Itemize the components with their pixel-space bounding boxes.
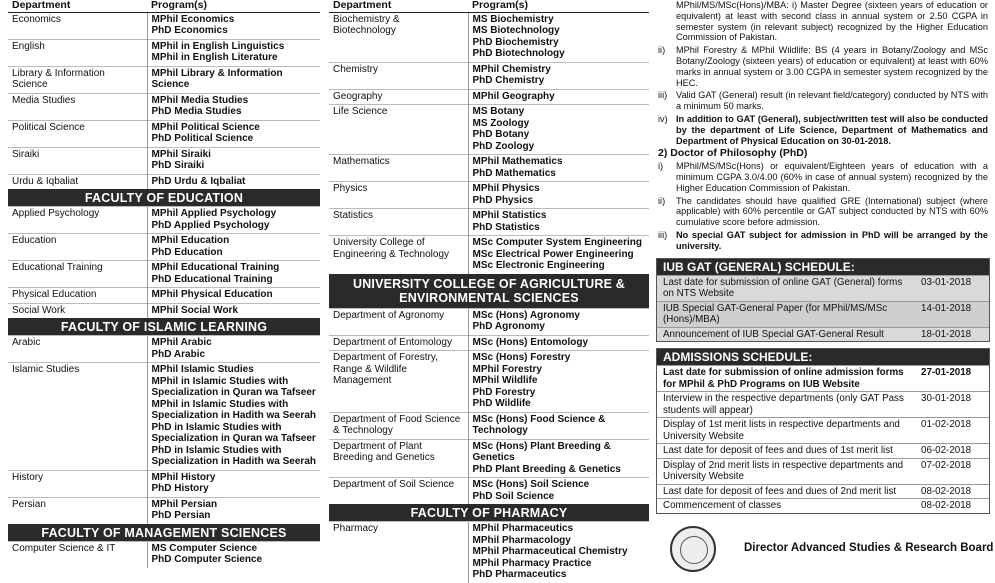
- schedule-event: Interview in the respective departments (only GAT Pass students will appear): [663, 393, 904, 416]
- program-list: [147, 66, 320, 93]
- item-number: iii): [658, 90, 668, 101]
- eligibility-item: [658, 196, 988, 228]
- program-name: PhD Urdu & Iqbaliat: [151, 175, 246, 187]
- item-number: [658, 0, 676, 43]
- phd-eligibility-list: [658, 161, 988, 251]
- department-name: Department of Entomology: [329, 335, 468, 351]
- program-name: MSc (Hons) Plant Breeding & Genetics: [472, 440, 611, 463]
- department-name: Social Work: [8, 303, 147, 318]
- program-list: [468, 439, 649, 478]
- table-row: [8, 363, 320, 471]
- program-list: [147, 120, 320, 147]
- table-row: [329, 308, 649, 335]
- program-list: [147, 93, 320, 120]
- faculty-education-heading: FACULTY OF EDUCATION: [8, 189, 320, 206]
- department-name: Library & Information Science: [8, 66, 147, 93]
- table-row: [8, 288, 320, 304]
- program-name: PhD Arabic: [151, 348, 206, 360]
- schedule-date: 08-02-2018: [921, 500, 972, 512]
- item-text: Valid GAT (General) result (in relevant field/category) conducted by NTS with a minimum 50 marks.: [676, 90, 988, 112]
- schedule-event: Display of 2nd merit lists in respective departments and University Website: [663, 459, 904, 483]
- science-programs-table: [329, 0, 649, 274]
- table-row: [8, 207, 320, 234]
- department-name: English: [8, 39, 147, 66]
- faculty-islamic-learning-heading: FACULTY OF ISLAMIC LEARNING: [8, 318, 320, 335]
- eligibility-item: [658, 230, 988, 252]
- program-name: MPhil Political Science: [151, 121, 260, 133]
- program-list: [147, 234, 320, 261]
- department-name: Life Science: [329, 105, 468, 155]
- table-row: [329, 12, 649, 62]
- schedule-event: Announcement of IUB Special GAT-General Result: [663, 328, 884, 340]
- table-row: [8, 12, 320, 39]
- program-list: [147, 497, 320, 524]
- program-name: MS Botany: [472, 106, 525, 117]
- phd-heading: 2) Doctor of Philosophy (PhD): [658, 147, 808, 160]
- programs-header: Program(s): [468, 0, 649, 12]
- department-name: History: [8, 470, 147, 497]
- table-row: [329, 209, 649, 236]
- program-list: [468, 12, 649, 62]
- table-row: [329, 439, 649, 478]
- department-name: Mathematics: [329, 155, 468, 182]
- program-name: MPhil Educational Training: [151, 262, 280, 273]
- program-list: [147, 207, 320, 234]
- department-name: Education: [8, 234, 147, 261]
- program-name: MPhil Chemistry: [472, 63, 551, 75]
- program-list: [468, 236, 649, 274]
- department-name: Department of Agronomy: [329, 308, 468, 335]
- schedule-event: Display of 1st merit lists in respective departments and University Website: [663, 419, 900, 442]
- program-list: [147, 303, 320, 318]
- gat-schedule-title: IUB GAT (GENERAL) SCHEDULE:: [657, 259, 989, 275]
- program-name: PhD Pharmaceutics: [472, 569, 567, 580]
- program-list: [147, 261, 320, 288]
- programs-header: Program(s): [147, 0, 320, 12]
- table-row: [8, 541, 320, 568]
- program-name: MPhil Statistics: [472, 210, 547, 221]
- item-text: MPhil Forestry & MPhil Wildlife: BS (4 years in Botany/Zoology and MSc Botany/Zoology (sixteen years) of education or equivalent) at least with 60% marks in annual system or 3.00 CGPA in semester system recognized by the HEC.: [676, 45, 988, 88]
- arts-programs-table: [8, 0, 320, 189]
- program-list: [147, 288, 320, 304]
- schedule-row: [657, 275, 989, 301]
- department-name: Chemistry: [329, 62, 468, 89]
- program-name: MPhil Library & Information Science: [151, 67, 283, 90]
- program-name: MSc Computer System Engineering: [472, 237, 642, 248]
- gat-schedule: [656, 258, 990, 343]
- program-name: PhD in Islamic Studies with Specialization in Hadith wa Seerah: [151, 444, 316, 467]
- eligibility-item: [658, 161, 988, 193]
- program-name: PhD Botany: [472, 129, 530, 140]
- department-header: Department: [8, 0, 147, 12]
- program-list: [468, 522, 649, 583]
- department-name: University College of Engineering & Technology: [329, 236, 468, 274]
- department-name: Applied Psychology: [8, 207, 147, 234]
- department-name: Statistics: [329, 209, 468, 236]
- program-name: MPhil Mathematics: [472, 156, 563, 167]
- faculty-agriculture-line1: UNIVERSITY COLLEGE OF AGRICULTURE &: [352, 276, 626, 291]
- program-name: PhD Political Science: [151, 133, 254, 144]
- program-list: [468, 335, 649, 351]
- program-name: PhD Applied Psychology: [151, 219, 270, 231]
- program-name: PhD Wildlife: [472, 398, 531, 409]
- schedule-row: [657, 301, 989, 327]
- program-list: [468, 89, 649, 105]
- schedule-date: 08-02-2018: [921, 485, 972, 497]
- management-programs-table: [8, 541, 320, 568]
- item-number: iii): [658, 229, 668, 240]
- eligibility-item: [658, 114, 988, 146]
- department-name: Siraiki: [8, 147, 147, 174]
- department-name: Economics: [8, 12, 147, 39]
- program-list: [147, 541, 320, 568]
- program-name: PhD Biochemistry: [472, 36, 559, 48]
- program-name: MPhil Geography: [472, 90, 555, 102]
- program-name: MPhil Media Studies: [151, 94, 249, 106]
- program-name: PhD Siraiki: [151, 160, 205, 171]
- program-name: MPhil Arabic: [151, 337, 212, 348]
- director-title: Director Advanced Studies & Research Board: [744, 542, 994, 554]
- eligibility-item: [658, 0, 988, 43]
- department-name: Department of Food Science & Technology: [329, 412, 468, 439]
- schedule-event: Last date for submission of online GAT (General) forms on NTS Website: [663, 276, 903, 300]
- program-name: MPhil Pharmacology: [472, 534, 571, 546]
- item-number: iv): [658, 113, 668, 124]
- schedule-row: [657, 458, 989, 484]
- department-name: Pharmacy: [329, 522, 468, 583]
- table-row: [8, 147, 320, 174]
- university-seal-icon: [670, 526, 716, 572]
- program-name: MSc (Hons) Entomology: [472, 336, 589, 348]
- program-list: [468, 155, 649, 182]
- program-name: PhD Statistics: [472, 221, 540, 233]
- program-name: MPhil Pharmacy Practice: [472, 557, 592, 569]
- table-row: [8, 174, 320, 189]
- program-list: [147, 12, 320, 39]
- program-name: MPhil Education: [151, 235, 230, 246]
- program-list: [468, 478, 649, 505]
- table-row: [8, 470, 320, 497]
- department-name: Urdu & Iqbaliat: [8, 174, 147, 189]
- admissions-schedule-rows: [657, 365, 989, 513]
- table-row: [329, 182, 649, 209]
- admissions-schedule: [656, 348, 990, 514]
- program-name: MS Biotechnology: [472, 25, 560, 36]
- schedule-row: [657, 498, 989, 513]
- item-text: In addition to GAT (General), subject/written test will also be conducted by the department of Life Science, Department of Mathematics and Department of Physical Education on 30-01-2018.: [676, 113, 988, 146]
- schedule-date: 14-01-2018: [921, 302, 972, 314]
- schedule-row: [657, 484, 989, 499]
- program-name: PhD Agronomy: [472, 321, 545, 332]
- department-name: Arabic: [8, 336, 147, 363]
- department-name: Department of Forestry, Range & Wildlife Management: [329, 351, 468, 413]
- item-text: MPhil/MS/MSc(Hons)/MBA: i) Master Degree (sixteen years of education or equivalent) at least with second class in annual system or 2.50 CGPA in semester system (in relevant subject) recognized by the Higher Education Commission of Pakistan.: [676, 0, 988, 43]
- program-list: [147, 174, 320, 189]
- eligibility-item: [658, 45, 988, 88]
- department-name: Media Studies: [8, 93, 147, 120]
- department-name: Physical Education: [8, 288, 147, 304]
- pharmacy-programs-table: [329, 521, 649, 583]
- program-list: [147, 336, 320, 363]
- program-name: PhD Biotechnology: [472, 48, 565, 59]
- department-name: Department of Soil Science: [329, 478, 468, 505]
- program-name: MPhil Islamic Studies: [151, 364, 254, 375]
- program-name: PhD Mathematics: [472, 167, 556, 179]
- item-number: ii): [658, 195, 666, 206]
- schedule-event: IUB Special GAT-General Paper (for MPhil/MS/MSc (Hons)/MBA): [663, 302, 888, 326]
- program-name: MPhil Forestry: [472, 363, 542, 375]
- program-list: [147, 470, 320, 497]
- table-row: [8, 93, 320, 120]
- faculty-pharmacy-heading: FACULTY OF PHARMACY: [329, 504, 649, 521]
- faculty-agriculture-heading: [329, 274, 649, 308]
- schedule-event: Last date for deposit of fees and dues of 2nd merit list: [663, 485, 897, 497]
- education-programs-table: [8, 206, 320, 318]
- eligibility-item: [658, 90, 988, 112]
- program-list: [147, 363, 320, 471]
- table-row: [329, 522, 649, 583]
- table-row: [329, 155, 649, 182]
- schedule-event: Last date for deposit of fees and dues of 1st merit list: [663, 445, 893, 457]
- table-row: [329, 236, 649, 274]
- program-name: MPhil in Islamic Studies with Specialization in Hadith wa Seerah: [151, 398, 316, 421]
- program-name: MPhil Physics: [472, 183, 540, 194]
- schedule-date: 07-02-2018: [921, 459, 972, 471]
- program-name: MPhil in Islamic Studies with Specialization in Quran wa Tafseer: [151, 375, 316, 398]
- faculty-agriculture-line2: ENVIRONMENTAL SCIENCES: [399, 290, 579, 305]
- department-name: Department of Plant Breeding and Genetics: [329, 439, 468, 478]
- schedule-date: 01-02-2018: [921, 419, 972, 431]
- item-number: i): [658, 161, 664, 172]
- program-name: MPhil Pharmaceutics: [472, 523, 574, 534]
- department-name: Political Science: [8, 120, 147, 147]
- item-text: The candidates should have qualified GRE (International) subject (where applicable) with 60% percentile or GAT subject conducted by NTS with 60% cumulative score before admission.: [676, 195, 988, 228]
- department-name: Educational Training: [8, 261, 147, 288]
- schedule-date: 03-01-2018: [921, 276, 972, 288]
- program-list: [468, 351, 649, 413]
- schedule-date: 27-01-2018: [921, 367, 972, 379]
- table-row: [329, 105, 649, 155]
- table-row: [329, 478, 649, 505]
- program-name: PhD Persian: [151, 510, 211, 521]
- agriculture-programs-table: [329, 308, 649, 505]
- program-list: [147, 39, 320, 66]
- program-list: [468, 62, 649, 89]
- schedule-date: 18-01-2018: [921, 328, 972, 340]
- department-name: Geography: [329, 89, 468, 105]
- program-name: PhD Economics: [151, 25, 228, 36]
- schedule-row: [657, 417, 989, 443]
- table-row: [8, 234, 320, 261]
- schedule-row: [657, 365, 989, 391]
- table-row: [8, 120, 320, 147]
- column-middle: [329, 0, 649, 580]
- program-list: [468, 182, 649, 209]
- schedule-date: 30-01-2018: [921, 393, 972, 405]
- table-row: [329, 62, 649, 89]
- item-text: MPhil/MS/MSc(Hons) or equivalent/Eighteen years of education with a minimum CGPA 3.0/4.00 (60% in case of annual system) recognized by the Higher Education Commission of Pakistan.: [676, 161, 988, 193]
- column-right: [656, 0, 994, 554]
- table-row: [329, 335, 649, 351]
- program-name: PhD Media Studies: [151, 106, 242, 117]
- islamic-programs-table: [8, 335, 320, 524]
- table-row: [329, 412, 649, 439]
- item-text: No special GAT subject for admission in PhD will be arranged by the university.: [676, 229, 988, 251]
- department-name: Computer Science & IT: [8, 541, 147, 568]
- table-row: [8, 303, 320, 318]
- item-number: ii): [658, 45, 666, 56]
- table-row: [8, 66, 320, 93]
- program-name: PhD Soil Science: [472, 490, 555, 502]
- program-name: MSc Electronic Engineering: [472, 260, 605, 271]
- department-header: Department: [329, 0, 468, 12]
- program-name: MPhil Social Work: [151, 304, 238, 316]
- program-name: MPhil Economics: [151, 13, 235, 25]
- program-name: PhD Educational Training: [151, 273, 273, 285]
- program-name: MPhil Physical Education: [151, 289, 273, 300]
- schedule-row: [657, 327, 989, 342]
- signature-footer: [656, 524, 994, 554]
- program-name: MPhil Wildlife: [472, 375, 538, 386]
- program-name: MSc (Hons) Forestry: [472, 352, 571, 363]
- program-name: PhD Forestry: [472, 386, 536, 398]
- table-row: [329, 89, 649, 105]
- program-name: MPhil Persian: [151, 498, 218, 510]
- program-name: MPhil Applied Psychology: [151, 208, 277, 219]
- program-name: MSc (Hons) Food Science & Technology: [472, 413, 606, 436]
- department-name: Persian: [8, 497, 147, 524]
- program-list: [468, 412, 649, 439]
- program-name: PhD Physics: [472, 194, 534, 206]
- schedule-event: Last date for submission of online admission forms for MPhil & PhD Programs on IUB Website: [663, 367, 904, 390]
- mphil-eligibility-list: [658, 0, 988, 146]
- table-row: [8, 261, 320, 288]
- program-name: PhD History: [151, 483, 209, 494]
- program-name: MS Zoology: [472, 117, 530, 129]
- department-name: Physics: [329, 182, 468, 209]
- department-name: Islamic Studies: [8, 363, 147, 471]
- schedule-row: [657, 391, 989, 417]
- table-row: [8, 497, 320, 524]
- program-name: MPhil Pharmaceutical Chemistry: [472, 546, 628, 557]
- program-list: [468, 209, 649, 236]
- program-name: MPhil History: [151, 471, 216, 483]
- program-name: MPhil in English Literature: [151, 52, 278, 63]
- schedule-date: 06-02-2018: [921, 445, 972, 457]
- program-name: PhD Plant Breeding & Genetics: [472, 463, 621, 475]
- schedule-event: Commencement of classes: [663, 500, 782, 512]
- program-name: PhD Zoology: [472, 140, 535, 152]
- program-name: MSc (Hons) Agronomy: [472, 309, 580, 321]
- program-name: MS Biochemistry: [472, 13, 554, 25]
- program-list: [468, 308, 649, 335]
- table-row: [8, 336, 320, 363]
- department-name: Biochemistry & Biotechnology: [329, 12, 468, 62]
- program-name: MSc (Hons) Soil Science: [472, 479, 590, 490]
- program-name: PhD Education: [151, 246, 223, 258]
- schedule-row: [657, 443, 989, 458]
- program-list: [147, 147, 320, 174]
- faculty-management-heading: FACULTY OF MANAGEMENT SCIENCES: [8, 524, 320, 541]
- program-name: MSc Electrical Power Engineering: [472, 248, 634, 260]
- admissions-schedule-title: ADMISSIONS SCHEDULE:: [657, 349, 989, 365]
- eligibility-criteria: [656, 0, 990, 252]
- program-name: PhD Chemistry: [472, 75, 545, 86]
- table-row: [329, 351, 649, 413]
- program-name: MS Computer Science: [151, 542, 258, 554]
- program-name: MPhil Siraiki: [151, 148, 211, 160]
- gat-schedule-rows: [657, 275, 989, 342]
- program-name: PhD Computer Science: [151, 554, 263, 565]
- column-left: [8, 0, 320, 565]
- program-name: MPhil in English Linguistics: [151, 40, 285, 52]
- program-list: [468, 105, 649, 155]
- table-row: [8, 39, 320, 66]
- program-name: PhD in Islamic Studies with Specialization in Quran wa Tafseer: [151, 421, 316, 444]
